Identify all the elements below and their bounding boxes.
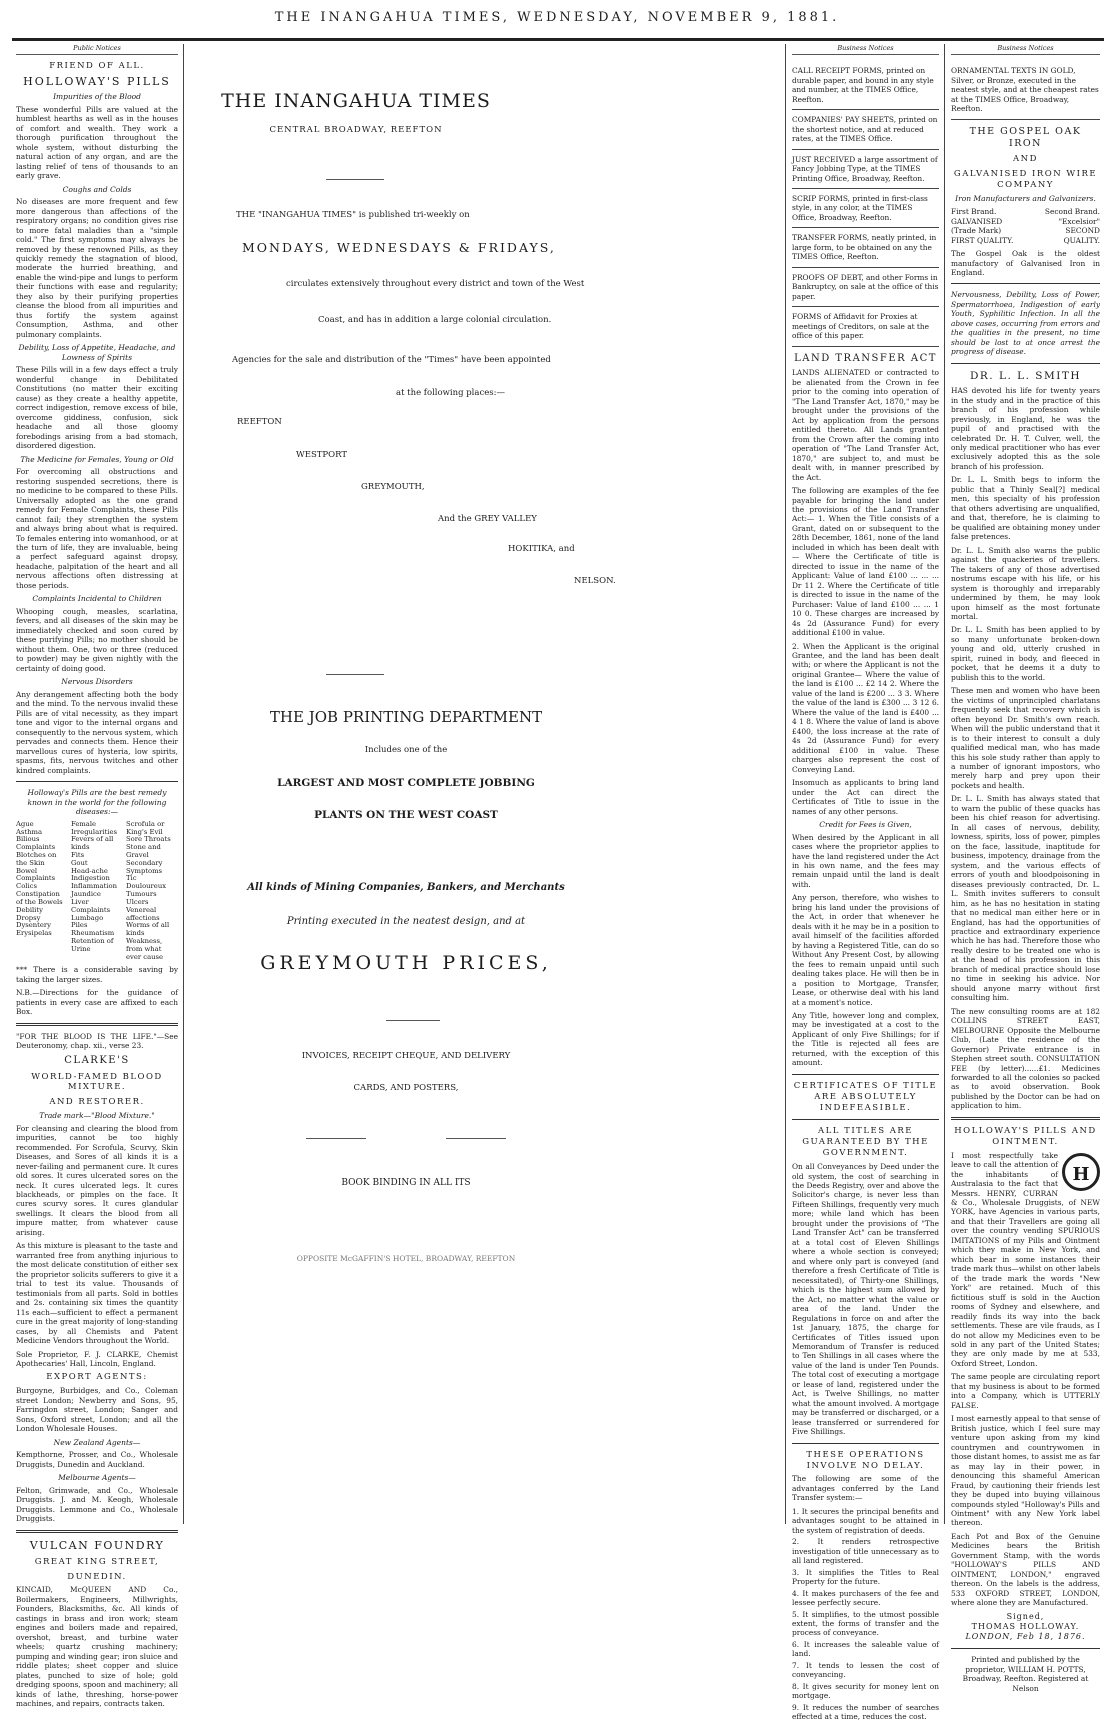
- credit-heading: Credit for Fees is Given,: [819, 819, 912, 829]
- column-head: Public Notices: [16, 44, 178, 55]
- nervousness-ad: Nervousness, Debility, Loss of Power, Spermatorrhoea, Indigestion of early Youth, Syphilitic Infection. In all the above cases, occurring from errors and the qualities in the present, no time should be lost to at once arrest the progress of disease.: [951, 290, 1100, 357]
- dr-smith-paragraph: Dr. L. L. Smith begs to inform the public that a Thinly Seal[?] medical men, this specialty of his profession that others advertising are unqualified, and that, therefore, he is claiming to be qualified are obtaining money under false pretences.: [951, 475, 1100, 542]
- ornament-rule: [306, 1138, 366, 1139]
- cards-line: CARDS, AND POSTERS,: [353, 1083, 459, 1093]
- gospel-oak-brands: [951, 207, 1100, 245]
- ornament-rule: [326, 674, 384, 675]
- holloway-paragraph: Any derangement affecting both the body and the mind. To the nervous invalid these Pills are of vital necessity, as they impart tone and vigor to the internal organs and consequently to the nervous system, which pervades and connects them. Hence their marvellous cures of hysteria, low spirits, spasms, fits, nervous twitches and other kindred complaints.: [16, 689, 178, 775]
- divider: [792, 1443, 939, 1444]
- ornament-rule: [326, 179, 384, 180]
- second-brand: Second Brand. "Excelsior" SECOND QUALITY.: [1044, 207, 1100, 245]
- coughs-heading: Coughs and Colds: [62, 184, 132, 194]
- ornament-rule: [446, 1138, 506, 1139]
- column-divider: [944, 44, 945, 1524]
- list-item: 8. It gives security for money lent on mortgage.: [792, 1681, 939, 1701]
- remedy-title: Holloway's Pills are the best remedy known in the world for the following diseases:—: [27, 788, 167, 817]
- divider: [951, 363, 1100, 364]
- holloway-date: LONDON, Feb 18, 1876.: [965, 1632, 1086, 1642]
- holloway-title: HOLLOWAY'S PILLS: [23, 75, 171, 89]
- holloway-warning-paragraph: Each Pot and Box of the Genuine Medicines bears the British Government Stamp, with the words "HOLLOWAY'S PILLS AND OINTMENT, LONDON," engraved thereon. On the labels is the address, 533 OXFORD STREET, LONDON, where alone they are Manufactured.: [951, 1531, 1100, 1608]
- printing-line: Printing executed in the neatest design, and at: [286, 916, 526, 927]
- gospel-oak-subtitle: GALVANISED IRON WIRE COMPANY: [953, 168, 1098, 190]
- list-item: 3. It simplifies the Titles to Real Property for the future.: [792, 1567, 939, 1587]
- list-item: 7. It tends to lessen the cost of conveyancing.: [792, 1660, 939, 1680]
- circulation-line: Coast, and has in addition a large colonial circulation.: [318, 315, 552, 325]
- masthead-rule: [12, 38, 1104, 41]
- column-head: Business Notices: [951, 44, 1100, 55]
- children-heading: Complaints Incidental to Children: [32, 594, 162, 604]
- invoices-line: INVOICES, RECEIPT CHEQUE, AND DELIVERY: [301, 1051, 511, 1061]
- clarke-title: CLARKE'S: [64, 1054, 130, 1066]
- greymouth-prices: GREYMOUTH PRICES,: [260, 952, 552, 974]
- dr-smith-paragraph: Dr. L. L. Smith has been applied to by so many unfortunate broken-down young and old, utterly crushed in spirit, ruined in body, and fleeced in pocket, that he deems it a duty to publish this to the world.: [951, 625, 1100, 682]
- proprietor: Sole Proprietor, F. J. CLARKE, Chemist Apothecaries' Hall, Lincoln, England.: [16, 1349, 178, 1368]
- affidavit-forms-ad: FORMS of Affidavit for Proxies at meetings of Creditors, on sale at the office of this paper.: [792, 307, 939, 346]
- list-item: 6. It increases the saleable value of land.: [792, 1639, 939, 1659]
- friend-title: FRIEND OF ALL.: [49, 61, 145, 72]
- business-notices-column-right: [947, 44, 1104, 1693]
- office-location: OPPOSITE McGAFFIN'S HOTEL, BROADWAY, REEFTON: [296, 1254, 516, 1263]
- mining-line: All kinds of Mining Companies, Bankers, and Merchants: [247, 882, 565, 893]
- dr-smith-title: DR. L. L. SMITH: [969, 369, 1082, 382]
- land-transfer-paragraph: Insomuch as applicants to bring land under the Act can direct the Certificates of Title to issue in the names of any other persons.: [792, 778, 939, 816]
- land-transfer-paragraph: LANDS ALIENATED or contracted to be alienated from the Crown in fee prior to the coming into operation of "The Land Transfer Act, 1870," may be brought under the provisions of the Act by application from the persons entitled thereto. All Lands granted from the Crown after the coming into operation of "The Land Transfer Act, 1870," are subject to, and must be dealt with, in manner prescribed by the Act.: [792, 368, 939, 482]
- times-announcement: [186, 44, 782, 1524]
- business-notices-column: [788, 44, 943, 1722]
- column-head: Business Notices: [792, 44, 939, 55]
- land-transfer-paragraph: 2. When the Applicant is the original Grantee, and the land has been dealt with; or where the Applicant is not the original Grantee— Where the value of the land is £100 ... £2 14 2. Where the value of the land is £200 ... 3 3. Where the value of the land is £300 ... 3 12 6. Where the value of the land is £400 ... 4 1 8. Where the value of land is above £400, the loss increase at the rate of 4s 2d (Assurance Fund) for every additional £100 in value. These charges also represent the cost of Conveying Land.: [792, 641, 939, 774]
- includes-line: Includes one of the: [364, 745, 448, 755]
- females-heading: The Medicine for Females, Young or Old: [20, 454, 174, 464]
- circulation-line: circulates extensively throughout every district and town of the West: [286, 279, 585, 289]
- largest-line: LARGEST AND MOST COMPLETE JOBBING: [277, 777, 535, 789]
- holloway-paragraph: These wonderful Pills are valued at the humblest hearths as well as in the houses of comfort and wealth. They work a thorough purification throughout the whole system, without disturbing the natural action of any organ, and are the lasting relief of tens of thousands to an early grave.: [16, 104, 178, 181]
- holloway-signature: THOMAS HOLLOWAY.: [971, 1621, 1080, 1631]
- divider: [951, 283, 1100, 284]
- place-greymouth: GREYMOUTH,: [361, 482, 425, 492]
- book-binding-line: BOOK BINDING IN ALL ITS: [341, 1178, 471, 1188]
- clarke-subtitle: WORLD-FAMED BLOOD MIXTURE.: [31, 1071, 163, 1093]
- land-transfer-paragraph: On all Conveyances by Deed under the old system, the cost of searching in the Deeds Registry, over and above the Solicitor's charge, is never less than Fifteen Shillings, frequently very much more; while land which has been brought under the provisions of "The Land Transfer Act" can be transferred at a total cost of Eleven Shillings where a whole section is conveyed; and where only part is conveyed (and therefore a fresh Certificate of Title is necessitated), of Thirty-one Shillings, which is the highest sum allowed by the Act, no matter what the value or area of the land. Under the Regulations in force on and after the 1st January, 1875, the charge for Certificates of Titles issued upon Memorandum of Transfer is reduced to Ten Shillings in all cases where the value of the land is under Ten Pounds. The total cost of executing a mortgage or lease of land, registered under the Act, is Twelve Shillings, no matter what the amount involved. A mortgage may be transferred or discharged, or a lease transferred or surrendered for Five Shillings.: [792, 1162, 939, 1437]
- job-printing-title: THE JOB PRINTING DEPARTMENT: [269, 708, 543, 726]
- divider: [792, 1119, 939, 1120]
- list-item: 4. It makes purchasers of the fee and lessee perfectly secure.: [792, 1588, 939, 1608]
- blood-life-quote: "FOR THE BLOOD IS THE LIFE."—See Deuteronomy, chap. xii., verse 23.: [16, 1031, 178, 1051]
- place-grey-valley: And the GREY VALLEY: [438, 514, 537, 524]
- advantages-list: [792, 1507, 939, 1722]
- paper-address: CENTRAL BROADWAY, REEFTON: [269, 125, 443, 135]
- place-westport: WESTPORT: [296, 450, 348, 460]
- list-item: 1. It secures the principal benefits and advantages sought to be attained in the system of registration of deeds.: [792, 1506, 939, 1535]
- agencies-line: Agencies for the sale and distribution of the "Times" have been appointed: [232, 355, 551, 365]
- nb-note: N.B.—Directions for the guidance of patients in every case are affixed to each Box.: [16, 988, 178, 1017]
- clarke-subtitle: AND RESTORER.: [49, 1097, 145, 1108]
- holloway-trademark-icon: [1062, 1153, 1100, 1191]
- holloway-warning-title: HOLLOWAY'S PILLS AND OINTMENT.: [954, 1125, 1097, 1147]
- land-transfer-paragraph: Any Title, however long and complex, may be investigated at a cost to the Applicant of only Five Shillings; for if the Title is rejected all fees are returned, with the exception of this amount.: [792, 1011, 939, 1068]
- certificates-title: CERTIFICATES OF TITLE ARE ABSOLUTELY INDEFEASIBLE.: [793, 1080, 938, 1113]
- ailments-column: Ague Asthma Bilious Complaints Blotches on the Skin Bowel Complaints Colics Constipation of the Bowels Debility Dropsy Dysentery Erysipelas: [16, 819, 63, 938]
- gospel-oak-title: THE GOSPEL OAK IRON: [969, 125, 1082, 149]
- ornamental-texts-ad: ORNAMENTAL TEXTS IN GOLD, Silver, or Bronze, executed in the neatest style, and at the cheapest rates at the TIMES Office, Broadway, Reefton.: [951, 61, 1100, 119]
- nz-agents-heading: New Zealand Agents—: [53, 1437, 141, 1447]
- ailments-list: [16, 821, 178, 962]
- land-transfer-paragraph: When desired by the Applicant in all cases where the proprietor applies to have the land registered under the Act in his own name, and the fees may remain unpaid until the land is dealt with.: [792, 832, 939, 889]
- place-reefton: REEFTON: [237, 417, 282, 427]
- ornament-rule: [386, 1020, 440, 1021]
- publication-days: MONDAYS, WEDNESDAYS & FRIDAYS,: [242, 240, 556, 255]
- land-transfer-title: LAND TRANSFER ACT: [794, 352, 937, 364]
- nervous-heading: Nervous Disorders: [61, 677, 133, 687]
- imprint: Printed and published by the proprietor, WILLIAM H. POTTS, Broadway, Reefton. Registered at Nelson: [962, 1655, 1089, 1693]
- holloway-paragraph: No diseases are more frequent and few more dangerous than affections of the respiratory organs; no condition gives rise to more fatal maladies than a "simple cold." The first symptoms may always be removed by these renowned Pills, as they quickly remedy the stagnation of blood, moderate the hurried breathing, and enable the wind-pipe and lungs to perform their functions with ease and regularity; they also by their purifying properties cleanse the blood from all impurities and thus fortify the system against Consumption, Asthma, and other pulmonary complaints.: [16, 197, 178, 339]
- holloway-paragraph: Whooping cough, measles, scarlatina, fevers, and all diseases of the skin may be immediately checked and soon cured by these purifying Pills; no mother should be without them. One, two or three (reduced to powder) may be given nightly with the certainty of doing good.: [16, 606, 178, 673]
- place-nelson: NELSON.: [574, 576, 616, 586]
- holloway-paragraph: These Pills will in a few days effect a truly wonderful change in Debilitated Constitutions (no matter their exciting cause) as they create a healthy appetite, correct indigestion, remove excess of bile, overcome giddiness, confusion, sick headache and all those gloomy forebodings arising from a bad stomach, disordered digestion.: [16, 365, 178, 451]
- gospel-oak-manufacturers: Iron Manufacturers and Galvanizers.: [955, 193, 1096, 203]
- clarke-paragraph: For cleansing and clearing the blood from impurities, cannot be too highly recommended. For Scrofula, Scurvy, Skin Diseases, and Sores of all kinds it is a never-failing and permanent cure. It cures old sores. It cures ulcerated sores on the neck. It cures ulcerated legs. It cures blackheads, or pimples on the face. It cures scurvy sores. It cures glandular swellings. It clears the blood from all impure matter, from whatever cause arising.: [16, 1123, 178, 1237]
- debility-heading: Debility, Loss of Appetite, Headache, and Lowness of Spirits: [18, 343, 176, 362]
- divider: [792, 1074, 939, 1075]
- holloway-warning-paragraph: I most earnestly appeal to that sense of British justice, which I feel sure may venture upon asking from my kind countrymen and countrywomen in those distant homes, to assist me as far as may lay in their power, in denouncing this shameful American Fraud, by cautioning their friends lest they be duped into buying villainous compounds styled "Holloway's Pills and Ointment" with any New York label thereon.: [951, 1414, 1100, 1528]
- vulcan-title: VULCAN FOUNDRY: [29, 1538, 165, 1552]
- public-notices-column: [12, 44, 182, 1709]
- saving-note: *** There is a considerable saving by taking the larger sizes.: [16, 965, 178, 984]
- place-hokitika: HOKITIKA, and: [508, 544, 575, 554]
- divider: [16, 781, 178, 782]
- column-divider: [183, 44, 184, 1524]
- list-item: 9. It reduces the number of searches effected at a time, reduces the cost.: [792, 1702, 939, 1722]
- divider: [16, 1530, 178, 1533]
- consulting-rooms: The new consulting rooms are at 182 COLLINS STREET EAST, MELBOURNE Opposite the Melbourne Club, (Late the residence of the Governor) Private entrance is in Stephen street south. CONSULTATION FEE (by letter)......£1. Medicines forwarded to all the colonies so packed as to avoid observation. Book published by the Doctor can be had on application to him.: [951, 1006, 1100, 1111]
- land-transfer-paragraph: Any person, therefore, who wishes to bring his land under the provisions of the Act, in order that whenever he deals with it he may be in a position to avail himself of the facilities afforded by having a Registered Title, can do so Without Any Present Cost, by allowing the fees to remain unpaid until such dealing takes place. He will then be in a position to Mortgage, Transfer, Lease, or otherwise deal with his land at a moment's notice.: [792, 893, 939, 1007]
- vulcan-street: GREAT KING STREET,: [34, 1556, 160, 1567]
- operations-intro: The following are some of the advantages conferred by the Land Transfer system:—: [792, 1474, 939, 1503]
- dr-smith-paragraph: Dr. L. L. Smith also warns the public against the quackeries of travellers. The takers of any of those advertised nostrums escape with his life, or his system is thoroughly and irreparably undermined by them, he may look upon himself as the most fortunate mortal.: [951, 545, 1100, 621]
- list-item: 5. It simplifies, to the utmost possible extent, the forms of transfer and the process of conveyance.: [792, 1609, 939, 1638]
- divider: [16, 1023, 178, 1026]
- column-divider: [785, 44, 786, 1524]
- operations-title: THESE OPERATIONS INVOLVE NO DELAY.: [806, 1449, 925, 1471]
- gospel-oak-and: AND: [1013, 153, 1038, 164]
- melb-agents-heading: Melbourne Agents—: [58, 1473, 136, 1483]
- clarke-paragraph: As this mixture is pleasant to the taste and warranted free from anything injurious to the most delicate constitution of either sex the proprietor solicits sufferers to give it a trial to test its value. Thousands of testimonials from all parts. Sold in bottles and 2s. containing six times the quantity 11s each—sufficient to effect a permanent cure in the great majority of long-standing cases, by all Chemists and Patent Medicine Vendors throughout the World.: [16, 1241, 178, 1346]
- ailments-column: Female Irregularities Fevers of all kinds Fits Gout Head-ache Indigestion Inflammation Jaundice Liver Complaints Lumbago Piles Rheumatism Retention of Urine: [71, 819, 117, 953]
- plants-line: PLANTS ON THE WEST COAST: [314, 809, 498, 821]
- holloway-paragraph: For overcoming all obstructions and restoring suspended secretions, there is no medicine to be compared to these Pills. Universally adopted as the one grand remedy for Female Complaints, these Pills cannot fail; they strengthen the system and always bring about what is required. To females entering into womanhood, or at the turn of life, they are invaluable, being a perfect safeguard against dropsy, headache, palpitation of the heart and all nervous affections often distressing at those periods.: [16, 467, 178, 590]
- dr-smith-paragraph: Dr. L. L. Smith has always stated that to warn the public of these quacks has been his chief reason for advertising. In all cases of nervous, debility, lowness, spirits, loss of power, pimples on the face, lassitude, inaptitude for business, impotency, drainage from the system, and the various effects of errors of youth and bloodpoisoning in diseases previously contracted, Dr. L. L. Smith invites sufferers to consult him, as he has no hesitation in stating that no medical man either here or in England, has had the opportunities of practice and extraordinary experience which he has had. Therefore those who really desire to be treated one who is at the head of his profession in this branch of medical practice should lose no time in seeking his advice. Nor should anyone marry without first consulting him.: [951, 794, 1100, 1003]
- dr-smith-paragraph: HAS devoted his life for twenty years in the study and in the practice of this branch of his profession while previously, in England, he was the pupil of and practised with the celebrated Dr. H. T. Culver, well, the only medical practitioner who has ever exclusively adopted this as the sole branch of his profession.: [951, 386, 1100, 471]
- divider: [951, 1117, 1100, 1120]
- land-transfer-paragraph: The following are examples of the fee payable for bringing the land under the provisions of the Land Transfer Act:— 1. When the Title consists of a Grant, dated on or subsequent to the 28th December, 1861, none of the land included in which has been dealt with— Where the Certificate of title is directed to issue in the name of the Applicant: Value of land £100 ... ... ... Dr 11 2. Where the Certificate of title is directed to issue in the name of the Purchaser: Value of land £100 ... ... 1 10 0. These charges are increased by 4s 2d (Assurance Fund) for every additional £100 in value.: [792, 486, 939, 638]
- first-brand: First Brand. GALVANISED (Trade Mark) FIRST QUALITY.: [951, 207, 1014, 245]
- export-agents-heading: EXPORT AGENTS:: [46, 1372, 148, 1383]
- agents-list: Felton, Grimwade, and Co., Wholesale Druggists. J. and M. Keogh, Wholesale Druggists. Lemmone and Co., Wholesale Druggists.: [16, 1485, 178, 1524]
- agents-list: Burgoyne, Burbidges, and Co., Coleman street London; Newberry and Sons, 95, Farringdon street, London; Sanger and Sons, Oxford street, London; and all the London Wholesale Houses.: [16, 1386, 178, 1434]
- masthead: THE INANGAHUA TIMES, WEDNESDAY, NOVEMBER 9, 1881.: [274, 10, 840, 25]
- call-receipt-ad: CALL RECEIPT FORMS, printed on durable paper, and bound in any style and number, at the TIMES Office, Reefton.: [792, 61, 939, 110]
- pay-sheets-ad: COMPANIES' PAY SHEETS, printed on the shortest notice, and at reduced rates, at the TIMES Office.: [792, 110, 939, 149]
- ailments-column: Scrofula or King's Evil Sore Throats Stone and Gravel Secondary Symptoms Tic Douloureux Tumours Ulcers Venereal affections Worms of all kinds Weakness, from what ever cause: [126, 819, 171, 961]
- list-item: 2. It renders retrospective investigation of title unnecessary as to all land registered.: [792, 1537, 939, 1566]
- guaranteed-title: ALL TITLES ARE GUARANTEED BY THE GOVERNMENT.: [802, 1126, 929, 1159]
- signed-label: Signed,: [1006, 1611, 1045, 1621]
- proofs-of-debt-ad: PROOFS OF DEBT, and other Forms in Bankruptcy, on sale at the office of this paper.: [792, 268, 939, 307]
- agents-list: Kempthorne, Prosser, and Co., Wholesale Druggists, Dunedin and Auckland.: [16, 1450, 178, 1469]
- places-intro: at the following places:—: [396, 388, 505, 398]
- vulcan-city: DUNEDIN.: [67, 1571, 127, 1582]
- divider: [951, 1648, 1100, 1649]
- scrip-forms-ad: SCRIP FORMS, printed in first-class style, in any color, at the TIMES Office, Broadway, Reefton.: [792, 189, 939, 228]
- published-line: THE "INANGAHUA TIMES" is published tri-weekly on: [236, 210, 470, 220]
- paper-title: THE INANGAHUA TIMES: [221, 90, 491, 112]
- dr-smith-paragraph: These men and women who have been the victims of unprincipled charlatans frequently seek that recovery which is often beyond Dr. Smith's own reach. When will the public understand that it is to their interest to consult a duly qualified medical man, who has made this his sole study rather than apply to a number of ignorant impostors, who merely harp and prey upon their pockets and health.: [951, 686, 1100, 790]
- kincaid-ad: KINCAID, McQUEEN AND Co., Boilermakers, Engineers, Millwrights, Founders, Blacksmiths, &c. All kinds of castings in brass and iron work; steam engines and boilers made and repaired, overshot, breast, and turbine water wheels; quartz crushing machinery; pumping and winding gear; iron sluice and riddle plates; sheet copper and sluice plates, punched to size of hole; gold dredging spoons, spoon and machinery; all kinds of lathe, threshing, horse-power machines, and repairs, contracts taken.: [16, 1585, 178, 1709]
- impurities-heading: Impurities of the Blood: [53, 92, 141, 102]
- gospel-oak-note: The Gospel Oak is the oldest manufactory of Galvanised Iron in England.: [951, 249, 1100, 277]
- holloway-warning-paragraph: The same people are circulating report that my business is about to be formed into a Company, which is UTTERLY FALSE.: [951, 1372, 1100, 1410]
- type-received-ad: JUST RECEIVED a large assortment of Fancy Jobbing Type, at the TIMES Printing Office, Broadway, Reefton.: [792, 150, 939, 189]
- transfer-forms-ad: TRANSFER FORMS, neatly printed, in large form, to be obtained on any the TIMES Office, Reefton.: [792, 228, 939, 267]
- trade-mark: Trade mark—"Blood Mixture.": [39, 1111, 155, 1121]
- holloway-warning-paragraph: I most respectfully take leave to call the attention of the inhabitants of Australasia to the fact that Messrs. HENRY, CURRAN & Co., Wholesale Druggists, of NEW YORK, have Agencies in various parts, and that their Travellers are going all over the country vending SPURIOUS IMITATIONS of my Pills and Ointment which they make in New York, and which bear in some instances their trade mark thus—whilst on other labels of the trade mark the words "New York" are retained. Much of this fictitious stuff is sold in the Auction rooms of Sydney and elsewhere, and readily finds its way into the back settlements. These are vile frauds, as I do not allow my Medicines even to be sold in any part of the United States; they are only made by me at 533, Oxford Street, London.: [951, 1150, 1100, 1368]
